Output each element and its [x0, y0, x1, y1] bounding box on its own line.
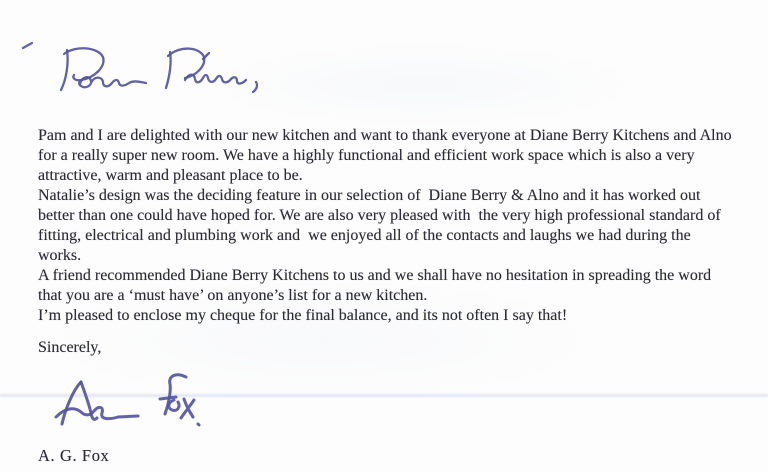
letter-body-line: I’m pleased to enclose my cheque for the final balance, and its not often I say that!	[38, 307, 568, 324]
greeting-transcription	[20, 98, 21, 99]
letter-body-line: attractive, warm and pleasant place to be.	[38, 167, 303, 184]
letter-body-line: fitting, electrical and plumbing work and we enjoyed all of the contacts and laughs we had during the	[38, 227, 691, 244]
letter-body-line: A friend recommended Diane Berry Kitchens to us and we shall have no hesitation in spreading the word	[38, 267, 712, 284]
handwriting-signature-ink	[48, 373, 203, 429]
letter-body-line: works.	[38, 247, 82, 264]
letter-body-line: Pam and I are delighted with our new kitchen and want to thank everyone at Diane Berry Kitchens and Alno	[38, 127, 732, 144]
signature-transcription	[48, 429, 49, 430]
handwritten-signature	[48, 373, 203, 429]
handwriting-greeting-ink	[20, 40, 265, 98]
letter-body-line: that you are a ‘must have’ on anyone’s list for a new kitchen.	[38, 287, 428, 304]
letter-body-line: for a really super new room. We have a highly functional and efficient work space which is also a very	[38, 147, 695, 164]
letter-closing: Sincerely,	[38, 339, 102, 356]
letter-body-line: Natalie’s design was the deciding feature in our selection of Diane Berry & Alno and it has worked out	[38, 187, 701, 204]
handwritten-greeting	[20, 40, 265, 98]
letter-body-line: better than one could have hoped for. We are also very pleased with the very high professional standard of	[38, 207, 721, 224]
typed-name: A. G. Fox	[38, 446, 110, 465]
letter-body	[38, 126, 732, 326]
